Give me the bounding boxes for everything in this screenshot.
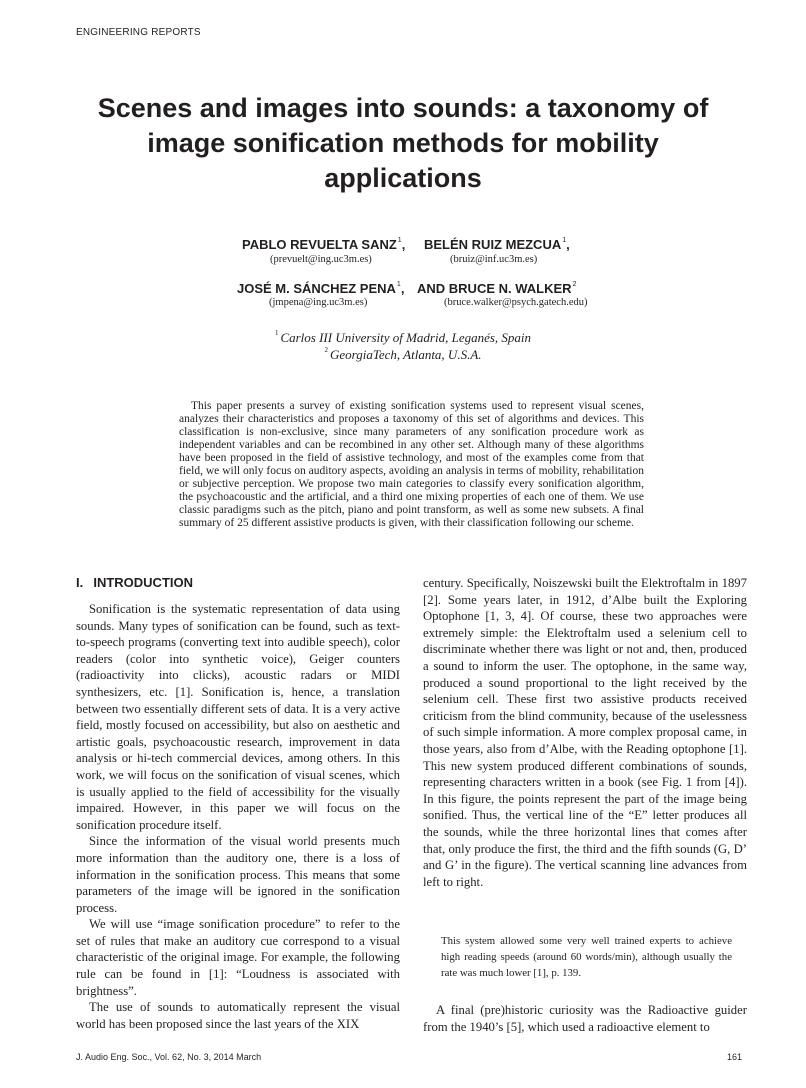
paragraph: We will use “image sonification procedure” to refer to the set of rules that make an auditory cue correspond to a visual characteristic of the original image. For example, the following rule can be found in [1]: “Loudness is associated with brightness”. bbox=[76, 917, 400, 998]
author-affiliation-mark: 1 bbox=[397, 237, 402, 244]
affiliation-mark: 1 bbox=[274, 329, 279, 337]
right-column-continued bbox=[423, 1002, 747, 1035]
right-column bbox=[423, 575, 747, 890]
running-head: ENGINEERING REPORTS bbox=[76, 27, 201, 38]
paragraph: Since the information of the visual world presents much more information than the auditory one, there is a loss of information in the sonification process. This means that some parameters of the image will be ignored in the sonification process. bbox=[76, 834, 400, 915]
footer-citation: J. Audio Eng. Soc., Vol. 62, No. 3, 2014 March bbox=[76, 1052, 262, 1062]
paper-title bbox=[60, 91, 746, 196]
title-line: image sonification methods for mobility bbox=[147, 128, 659, 158]
author-3: JOSÉ M. SÁNCHEZ PENA$^1$, bbox=[237, 281, 405, 296]
author-2: BELÉN RUIZ MEZCUA$^1$, bbox=[424, 237, 570, 252]
page-number: 161 bbox=[727, 1052, 743, 1062]
affiliation-text: GeorgiaTech, Atlanta, U.S.A. bbox=[329, 347, 482, 362]
author-4 bbox=[417, 281, 576, 296]
affiliation-1 bbox=[0, 329, 806, 346]
affiliation-text: Carlos III University of Madrid, Leganés, Spain bbox=[280, 330, 532, 345]
affiliation-mark: 2 bbox=[324, 346, 328, 354]
author-affiliation-mark: 1 bbox=[562, 237, 567, 244]
affiliation-2 bbox=[0, 346, 806, 363]
title-line: Scenes and images into sounds: a taxonomy of bbox=[97, 93, 709, 123]
section-heading: I. INTRODUCTION bbox=[76, 575, 193, 590]
left-column bbox=[76, 587, 400, 1032]
author-name: AND BRUCE N. WALKER bbox=[417, 281, 572, 296]
paragraph: The use of sounds to automatically represent the visual world has been proposed since the last years of the XIX bbox=[76, 1000, 400, 1031]
author-name: JOSÉ M. SÁNCHEZ PENA bbox=[237, 281, 396, 296]
author-email: (jmpena@ing.uc3m.es) bbox=[269, 297, 368, 308]
abstract-text: This paper presents a survey of existing sonification systems used to represent visual scenes, analyzes their characteristics and proposes a taxonomy of this set of algorithms and devices. This classification is non-exclusive, since many parameters of any sonification procedure work as independent variables and can be recombined in any other set. Although many of these algorithms have been proposed in the field of assistive technology, and most of the examples come from that field, we will only focus on auditory aspects, avoiding an analysis in terms of mobility, rehabilitation or subjective perception. We propose two main categories to classify every sonification algorithm, the psychoacoustic and the artificial, and a third one mixing properties of each one of them. We use classic paradigms such as the pitch, piano and point transform, as well as some new subsets. A final summary of 25 different assistive products is given, with their classification following our scheme. bbox=[179, 400, 644, 529]
block-quote: This system allowed some very well trained experts to achieve high reading speeds (around 60 words/min), although usually the rate was much lower [1], p. 139. bbox=[441, 935, 732, 979]
author-affiliation-mark: 2 bbox=[572, 281, 577, 288]
author-name: PABLO REVUELTA SANZ bbox=[242, 237, 397, 252]
abstract bbox=[179, 400, 644, 530]
paragraph: Sonification is the systematic representation of data using sounds. Many types of sonification can be found, such as text-to-speech programs (converting text into audible speech), color readers (color into synthetic voice), Geiger counters (radioactivity into clicks), acoustic radars or MIDI synthesizers, etc. [1]. Sonification is, hence, a translation between two essentially different sets of data. It is a very active field, mostly focused on accessibility, but also on aesthetic and artistic goals, psychoacoustic research, improvement in data analysis or hi-tech commercial devices, among others. In this work, we will focus on the sonification of visual scenes, which is usually applied to the field of accessibility for the visually impaired. However, in this paper we will focus on the sonification procedure itself. bbox=[76, 602, 400, 832]
author-email: (bruiz@inf.uc3m.es) bbox=[450, 254, 538, 265]
author-email: (bruce.walker@psych.gatech.edu) bbox=[444, 297, 588, 308]
author-1: PABLO REVUELTA SANZ$^1$, bbox=[242, 237, 406, 252]
author-name: BELÉN RUIZ MEZCUA bbox=[424, 237, 562, 252]
title-line: applications bbox=[324, 163, 482, 193]
paragraph: century. Specifically, Noiszewski built the Elektroftalm in 1897 [2]. Some years later, in 1912, d’Albe built the Exploring Optophone [1, 3, 4]. Of course, these two approaches were extremely simple: the Elektroftalm used a selenium cell to discriminate whether there was light or not and, then, produced a sound to inform the user. The optophone, in the same way, produced a sound proportional to the light received by the selenium cell. These first two assistive products received criticism from the blind community, because of the uselessness of such simple information. A more complex proposal came, in those years, also from d’Albe, with the Reading optophone [1]. This new system produced different combinations of sounds, representing characters written in a book (see Fig. 1 from [4]). In this figure, the points represent the part of the image being sonified. Thus, the vertical line of the “E” letter produces all the sounds, while the three horizontal lines that comes after that, only produce the first, the third and the fifth sounds (G, D’ and G’ in the figure). The vertical scanning line advances from left to right. bbox=[423, 576, 747, 889]
paragraph: A final (pre)historic curiosity was the Radioactive guider from the 1940’s [5], which used a radioactive element to bbox=[423, 1003, 747, 1034]
author-affiliation-mark: 1 bbox=[396, 281, 401, 288]
author-email: (prevuelt@ing.uc3m.es) bbox=[270, 254, 372, 265]
